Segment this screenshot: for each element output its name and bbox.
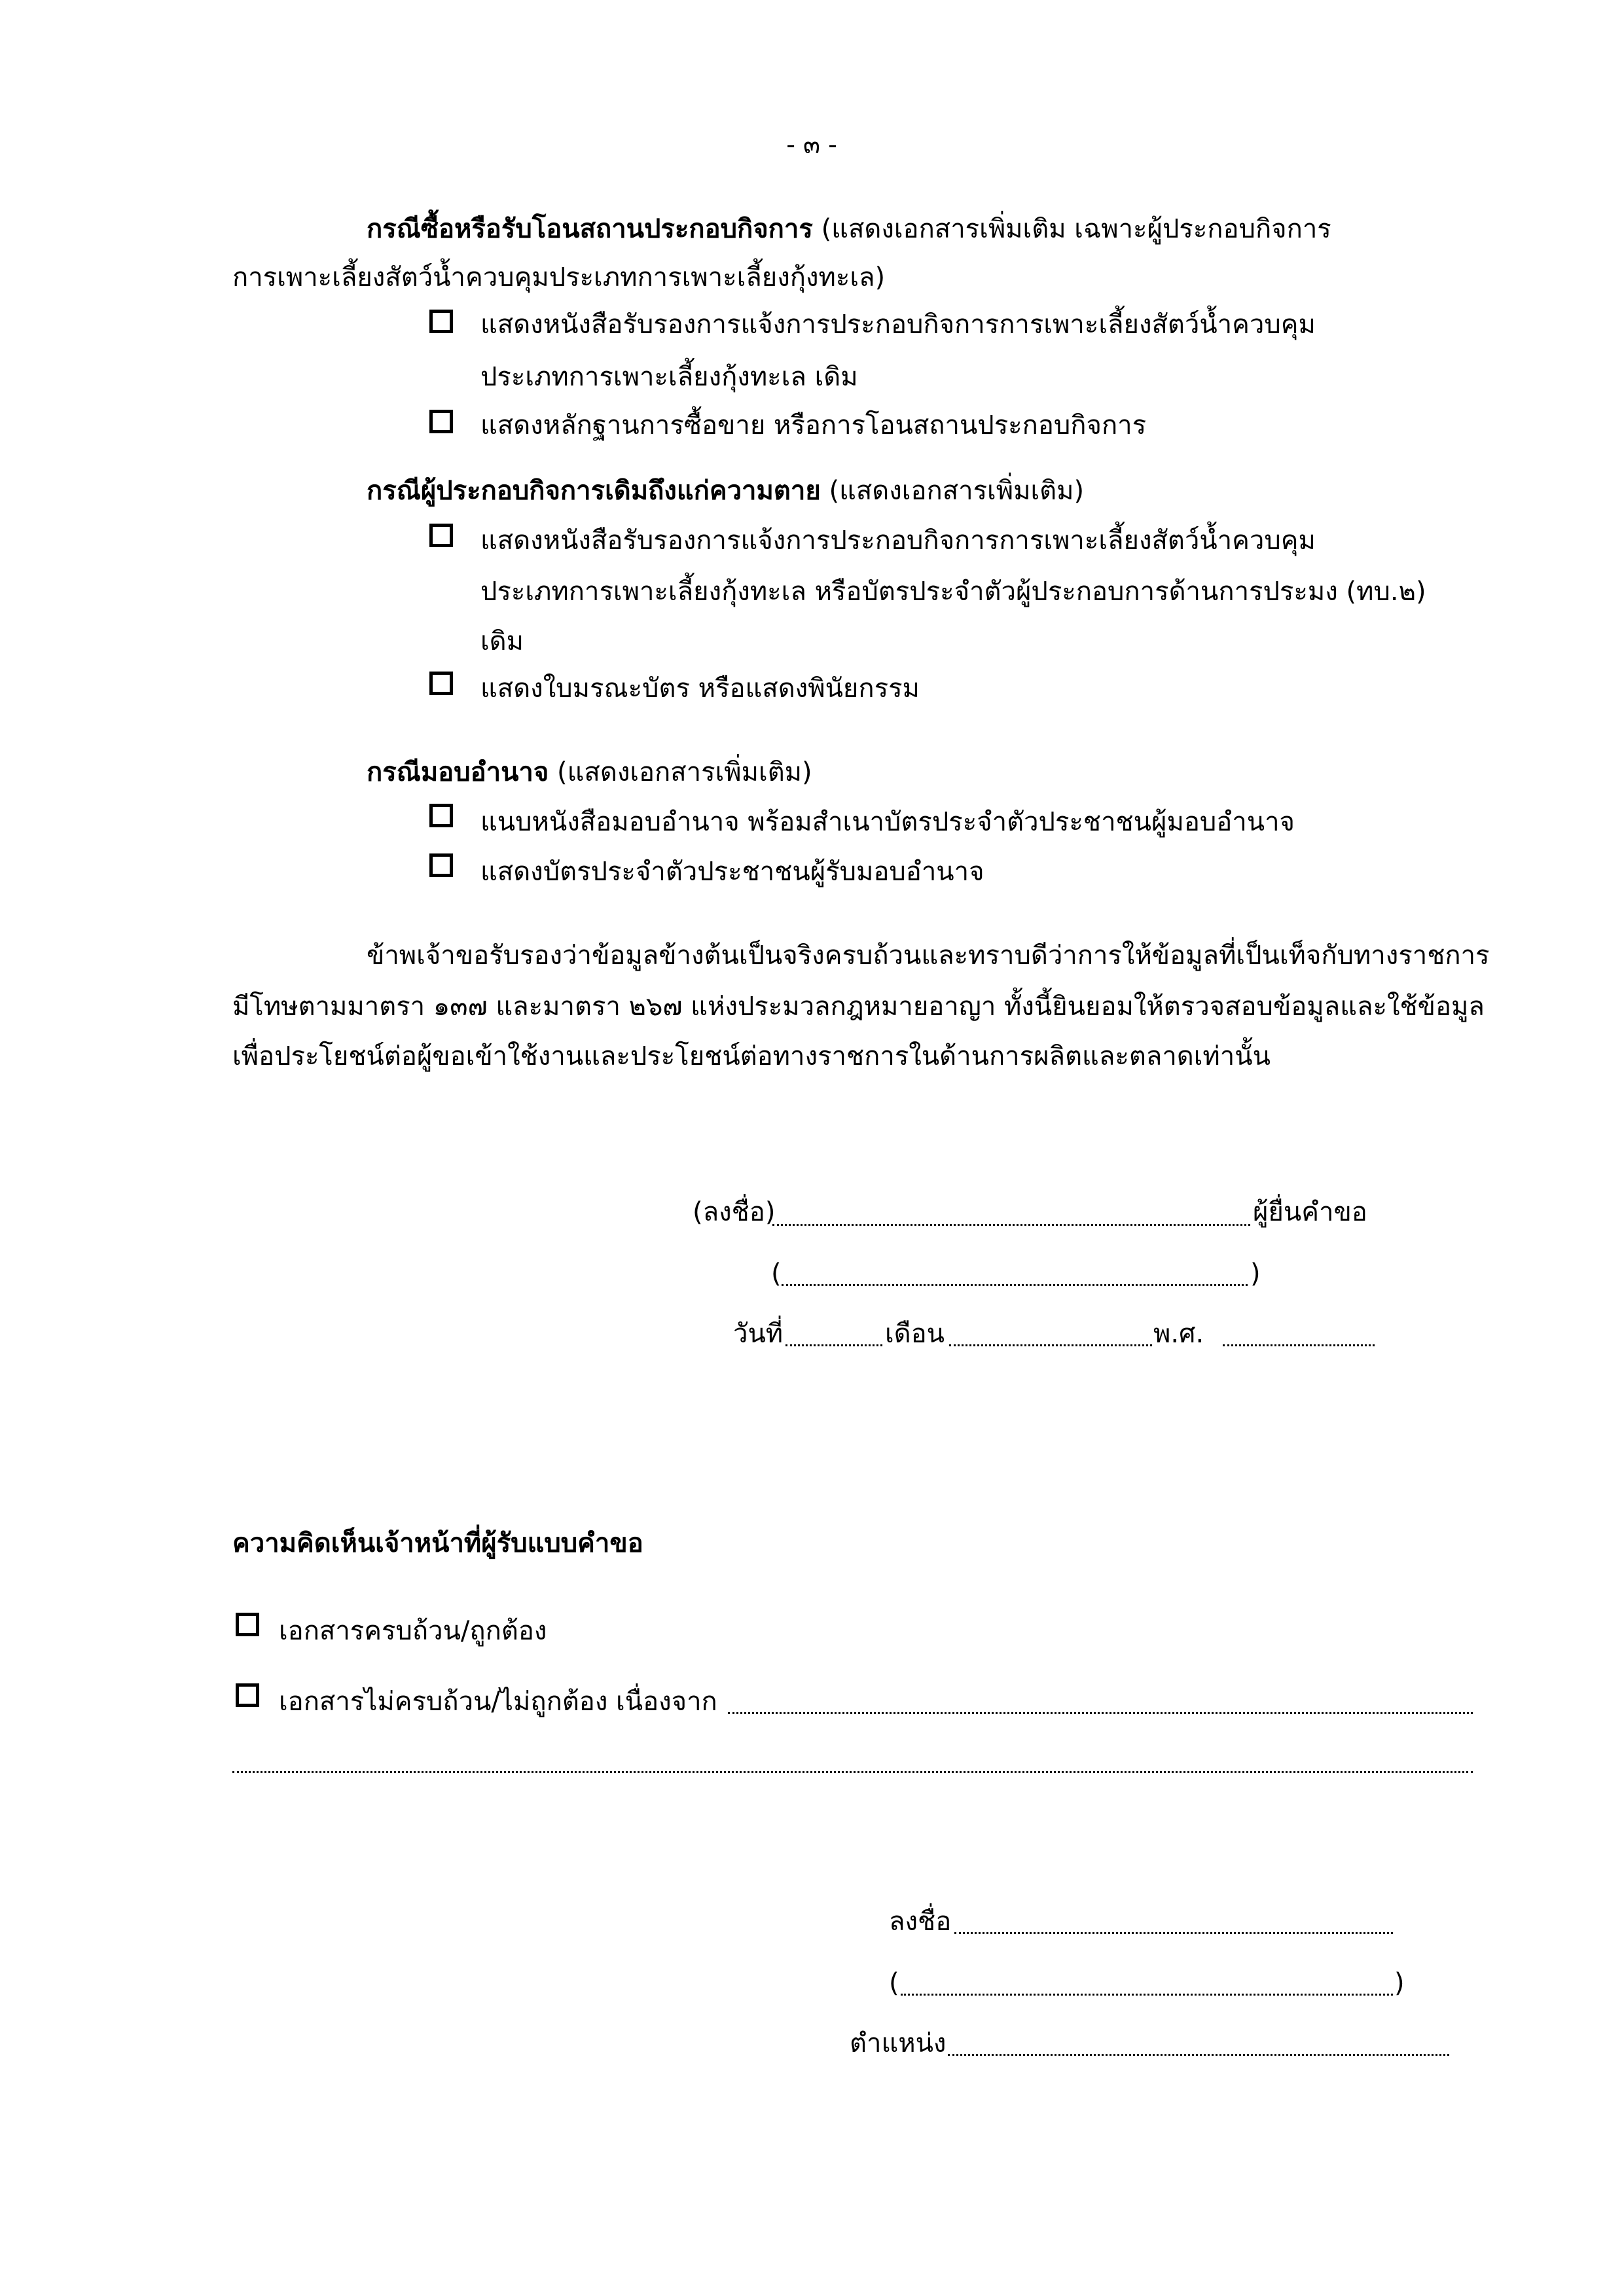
purchase-item-1-line1: แสดงหนังสือรับรองการแจ้งการประกอบกิจการการเพาะเลี้ยงสัตว์น้ำควบคุม bbox=[480, 310, 1316, 340]
officer-sign-line[interactable] bbox=[954, 1932, 1393, 1934]
officer-complete-label: เอกสารครบถ้วน/ถูกต้อง bbox=[279, 1616, 547, 1646]
declaration-line2: มีโทษตามมาตรา ๑๓๗ และมาตรา ๒๖๗ แห่งประมวลกฎหมายอาญา ทั้งนี้ยินยอมให้ตรวจสอบข้อมูลและใช้ข้อมูล bbox=[232, 992, 1485, 1022]
officer-reason-line-2[interactable] bbox=[232, 1771, 1473, 1773]
officer-sign-label: ลงชื่อ bbox=[889, 1907, 952, 1937]
officer-complete-checkbox[interactable] bbox=[236, 1613, 259, 1636]
poa-heading: กรณีมอบอำนาจ bbox=[367, 757, 549, 787]
purchase-note: (แสดงเอกสารเพิ่มเติม เฉพาะผู้ประกอบกิจการ bbox=[821, 214, 1331, 244]
officer-heading: ความคิดเห็นเจ้าหน้าที่ผู้รับแบบคำขอ bbox=[232, 1528, 643, 1558]
officer-position-line[interactable] bbox=[948, 2054, 1449, 2056]
death-item-1-line1: แสดงหนังสือรับรองการแจ้งการประกอบกิจการการเพาะเลี้ยงสัตว์น้ำควบคุม bbox=[480, 526, 1316, 556]
death-item-2-line1: แสดงใบมรณะบัตร หรือแสดงพินัยกรรม bbox=[480, 673, 920, 704]
officer-reason-line-1[interactable] bbox=[728, 1712, 1473, 1714]
date-year-label: พ.ศ. bbox=[1153, 1319, 1204, 1349]
poa-item-1-line1: แนบหนังสือมอบอำนาจ พร้อมสำเนาบัตรประจำตัวประชาชนผู้มอบอำนาจ bbox=[480, 807, 1295, 837]
applicant-close-paren: ) bbox=[1250, 1259, 1261, 1289]
officer-incomplete-label: เอกสารไม่ครบถ้วน/ไม่ถูกต้อง เนื่องจาก bbox=[279, 1687, 717, 1717]
applicant-sign-line[interactable] bbox=[772, 1224, 1250, 1226]
page-number: - ๓ - bbox=[786, 130, 837, 159]
purchase-item-1-checkbox[interactable] bbox=[429, 310, 453, 333]
purchase-item-1-line2: ประเภทการเพาะเลี้ยงกุ้งทะเล เดิม bbox=[480, 362, 858, 392]
poa-heading-line bbox=[367, 759, 812, 785]
poa-item-2-checkbox[interactable] bbox=[429, 853, 453, 877]
purchase-heading: กรณีซื้อหรือรับโอนสถานประกอบกิจการ bbox=[367, 214, 813, 244]
poa-note: (แสดงเอกสารเพิ่มเติม) bbox=[557, 757, 812, 787]
declaration-line3: เพื่อประโยชน์ต่อผู้ขอเข้าใช้งานและประโยชน์ต่อทางราชการในด้านการผลิตและตลาดเท่านั้น bbox=[232, 1041, 1271, 1071]
officer-name-line[interactable] bbox=[901, 1994, 1393, 1996]
death-heading-line bbox=[367, 478, 1084, 504]
applicant-sign-label: (ลงชื่อ) bbox=[693, 1197, 776, 1227]
declaration-line1: ข้าพเจ้าขอรับรองว่าข้อมูลข้างต้นเป็นจริงครบถ้วนและทราบดีว่าการให้ข้อมูลที่เป็นเท็จกับทางราชการ bbox=[367, 941, 1490, 971]
purchase-item-2-checkbox[interactable] bbox=[429, 410, 453, 433]
officer-incomplete-checkbox[interactable] bbox=[236, 1683, 259, 1707]
death-item-2-checkbox[interactable] bbox=[429, 672, 453, 695]
death-item-1-line3: เดิม bbox=[480, 626, 524, 656]
death-heading: กรณีผู้ประกอบกิจการเดิมถึงแก่ความตาย bbox=[367, 476, 821, 506]
date-day-line[interactable] bbox=[785, 1344, 882, 1346]
purchase-item-2-line1: แสดงหลักฐานการซื้อขาย หรือการโอนสถานประกอบกิจการ bbox=[480, 410, 1147, 440]
date-year-line[interactable] bbox=[1223, 1344, 1375, 1346]
applicant-open-paren: ( bbox=[771, 1259, 782, 1289]
death-note: (แสดงเอกสารเพิ่มเติม) bbox=[829, 476, 1085, 506]
poa-item-1-checkbox[interactable] bbox=[429, 804, 453, 827]
applicant-name-line[interactable] bbox=[782, 1284, 1248, 1286]
officer-open-paren: ( bbox=[889, 1968, 899, 1998]
death-item-1-checkbox[interactable] bbox=[429, 524, 453, 547]
purchase-note-cont: การเพาะเลี้ยงสัตว์น้ำควบคุมประเภทการเพาะเลี้ยงกุ้งทะเล) bbox=[232, 262, 886, 293]
date-month-line[interactable] bbox=[949, 1344, 1152, 1346]
officer-position-label: ตำแหน่ง bbox=[850, 2028, 947, 2058]
purchase-heading-line bbox=[367, 216, 1331, 242]
date-month-label: เดือน bbox=[885, 1319, 945, 1349]
applicant-role-label: ผู้ยื่นคำขอ bbox=[1253, 1197, 1367, 1227]
officer-close-paren: ) bbox=[1394, 1968, 1405, 1998]
date-day-label: วันที่ bbox=[733, 1319, 784, 1349]
death-item-1-line2: ประเภทการเพาะเลี้ยงกุ้งทะเล หรือบัตรประจำตัวผู้ประกอบการด้านการประมง (ทบ.๒) bbox=[480, 577, 1426, 607]
poa-item-2-line1: แสดงบัตรประจำตัวประชาชนผู้รับมอบอำนาจ bbox=[480, 857, 984, 887]
